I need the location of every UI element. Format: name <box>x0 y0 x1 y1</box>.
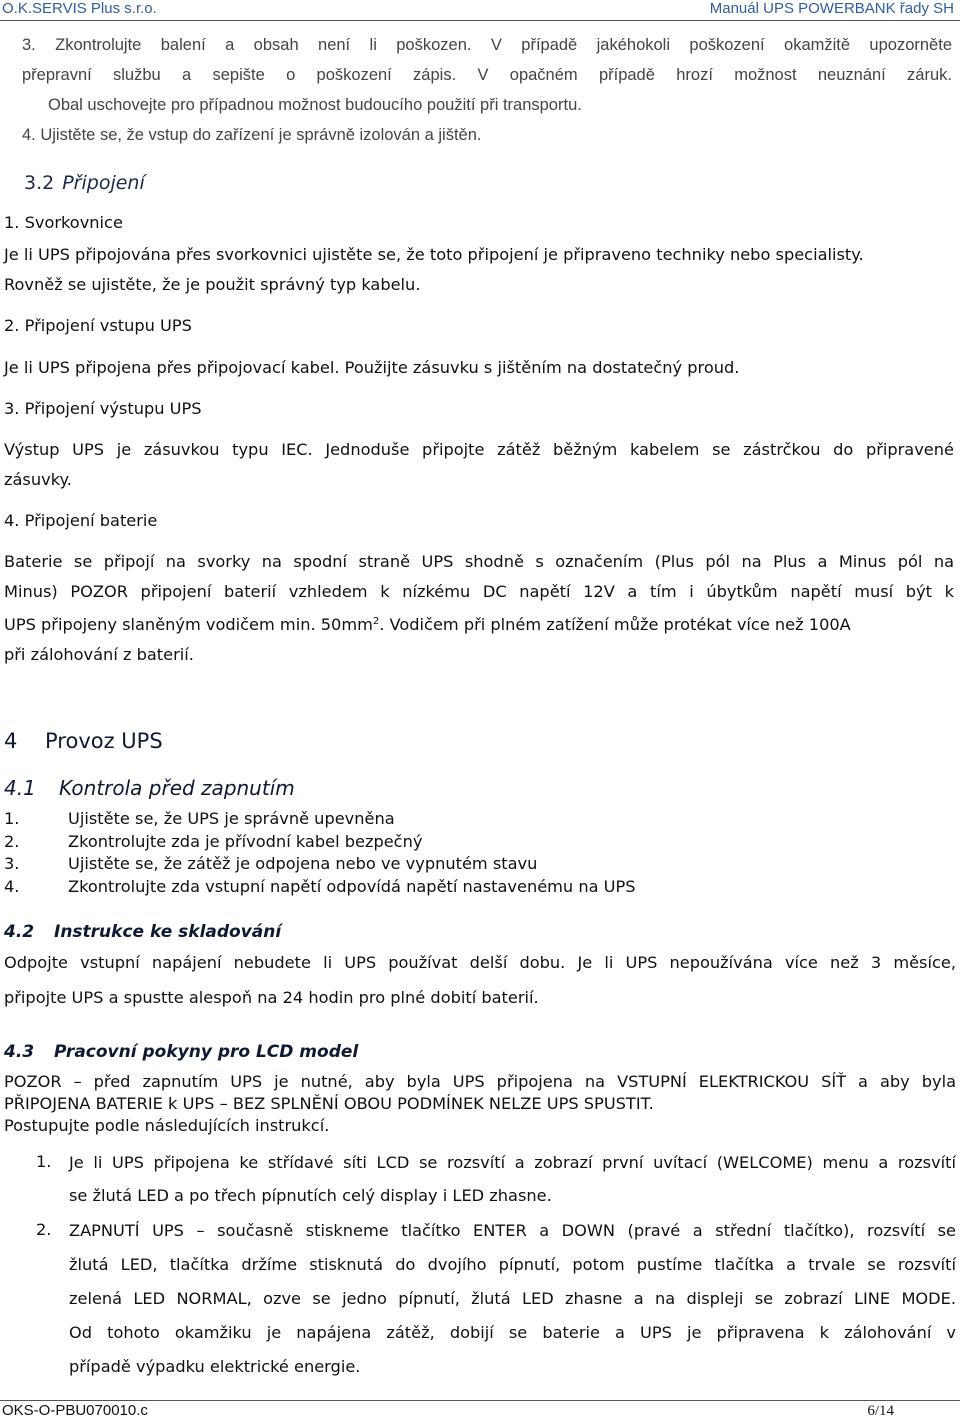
list-item-number: 1. <box>4 809 20 828</box>
footer-document-code: OKS-O-PBU070010.c <box>2 1402 148 1419</box>
footer-rule <box>0 1400 960 1401</box>
step-2-line-3: zelená LED NORMAL, ozve se jedno pípnutí, žlutá LED zhasne a na displeji se zobrazí LINE MODE. <box>69 1289 956 1308</box>
section-4-3-line-3: Postupujte podle následujících instrukcí. <box>4 1116 330 1135</box>
section-4-2-heading <box>4 922 281 942</box>
section-3-2-heading <box>24 172 145 194</box>
list-item-text: Ujistěte se, že UPS je správně upevněna <box>68 809 395 828</box>
section-4-2-line-1: Odpojte vstupní napájení nebudete li UPS používat delší dobu. Je li UPS nepoužívána více než 3 měsíce, <box>4 953 956 972</box>
intro-line-4: 4. Ujistěte se, že vstup do zařízení je správně izolován a jištěn. <box>22 126 482 144</box>
section-4-title: Provoz UPS <box>45 729 163 753</box>
intro-line-2: přepravní službu a sepište o poškození zápis. V opačném případě hrozí možnost neuznání záruk. <box>22 66 952 84</box>
list-item-number: 2. <box>4 832 20 851</box>
step-1-line-2: se žlutá LED a po třech pípnutích celý display i LED zhasne. <box>69 1186 552 1205</box>
step-2-line-4: Od tohoto okamžiku je napájena zátěž, dobijí se baterie a UPS je připravena k zálohování v <box>69 1323 956 1342</box>
section-4-3-line-2: PŘIPOJENA BATERIE k UPS – BEZ SPLNĚNÍ OBOU PODMÍNEK NELZE UPS SPUSTIT. <box>4 1094 654 1113</box>
section-3-2-number: 3.2 <box>24 172 55 194</box>
step-2-line-1: ZAPNUTÍ UPS – současně stiskneme tlačítko ENTER a DOWN (pravé a střední tlačítko), rozsvítí se <box>69 1221 956 1240</box>
item-1-title: 1. Svorkovnice <box>4 213 123 232</box>
item-4-line-3-b: . Vodičem při plném zatížení může protékat více než 100A <box>379 615 851 634</box>
section-3-2-title: Připojení <box>62 172 145 194</box>
section-4-1-number: 4.1 <box>4 776 36 800</box>
section-4-1-title: Kontrola před zapnutím <box>59 776 295 800</box>
intro-line-3: Obal uschovejte pro případnou možnost budoucího použití při transportu. <box>48 96 582 114</box>
intro-line-1: 3. Zkontrolujte balení a obsah není li poškozen. V případě jakéhokoli poškození okamžitě upozorněte <box>22 36 952 54</box>
item-3-title: 3. Připojení výstupu UPS <box>4 399 202 418</box>
item-4-line-3-a: UPS připojeny slaněným vodičem min. 50mm <box>4 615 373 634</box>
list-item <box>4 831 422 853</box>
list-item <box>4 876 636 898</box>
item-4-line-4: při zálohování z baterií. <box>4 645 194 664</box>
section-4-3-title: Pracovní pokyny pro LCD model <box>54 1042 359 1062</box>
header-company: O.K.SERVIS Plus s.r.o. <box>2 0 157 17</box>
list-item-text: Zkontrolujte zda je přívodní kabel bezpečný <box>68 832 423 851</box>
step-1-line-1: Je li UPS připojena ke střídavé síti LCD se rozsvítí a zobrazí první uvítací (WELCOME) menu a rozsvítí <box>69 1153 956 1172</box>
step-2-number: 2. <box>36 1220 52 1239</box>
list-item <box>4 853 537 875</box>
item-4-line-3 <box>4 607 956 640</box>
section-4-2-line-2: připojte UPS a spustte alespoň na 24 hodin pro plné dobití baterií. <box>4 988 539 1007</box>
list-item-text: Zkontrolujte zda vstupní napětí odpovídá napětí nastavenému na UPS <box>68 877 636 896</box>
section-4-3-line-1: POZOR – před zapnutím UPS je nutné, aby byla UPS připojena na VSTUPNÍ ELEKTRICKOU SÍŤ a aby byla <box>4 1072 956 1091</box>
item-4-title: 4. Připojení baterie <box>4 511 158 530</box>
header-rule <box>0 20 960 21</box>
step-1-number: 1. <box>36 1152 52 1171</box>
section-4-number: 4 <box>4 729 18 753</box>
superscript-2: 2 <box>372 616 380 627</box>
item-4-line-1: Baterie se připojí na svorky na spodní straně UPS shodně s označením (Plus pól na Plus a Minus pól na <box>4 552 954 571</box>
item-3-line-2: zásuvky. <box>4 470 72 489</box>
list-item <box>4 808 395 830</box>
section-4-heading <box>4 729 163 753</box>
list-item-text: Ujistěte se, že zátěž je odpojena nebo ve vypnutém stavu <box>68 854 538 873</box>
section-4-3-heading <box>4 1042 358 1062</box>
item-1-line-2: Rovněž se ujistěte, že je použit správný typ kabelu. <box>4 275 421 294</box>
section-4-2-number: 4.2 <box>4 922 35 942</box>
section-4-1-heading <box>4 776 295 800</box>
item-4-line-2: Minus) POZOR připojení baterií vzhledem k nízkému DC napětí 12V a tím i úbytkům napětí musí být k <box>4 582 954 601</box>
item-1-line-1: Je li UPS připojována přes svorkovnici ujistěte se, že toto připojení je připraveno techniky nebo specialisty. <box>4 245 864 264</box>
page-header <box>0 0 960 22</box>
footer-page-number: 6/14 <box>867 1403 894 1419</box>
section-4-2-title: Instrukce ke skladování <box>54 922 282 942</box>
list-item-number: 3. <box>4 854 20 873</box>
step-2-line-2: žlutá LED, tlačítka držíme stisknutá do dvojího pípnutí, potom pustíme tlačítka a trvale se rozsvítí <box>69 1255 956 1274</box>
section-4-3-number: 4.3 <box>4 1042 35 1062</box>
header-manual-title: Manuál UPS POWERBANK řady SH <box>709 0 954 17</box>
step-2-line-5: případě výpadku elektrické energie. <box>69 1357 361 1376</box>
item-3-line-1: Výstup UPS je zásuvkou typu IEC. Jednoduše připojte zátěž běžným kabelem se zástrčkou do připravené <box>4 440 954 459</box>
item-2-title: 2. Připojení vstupu UPS <box>4 316 192 335</box>
list-item-number: 4. <box>4 877 20 896</box>
item-2-line-1: Je li UPS připojena přes připojovací kabel. Použijte zásuvku s jištěním na dostatečný proud. <box>4 358 740 377</box>
